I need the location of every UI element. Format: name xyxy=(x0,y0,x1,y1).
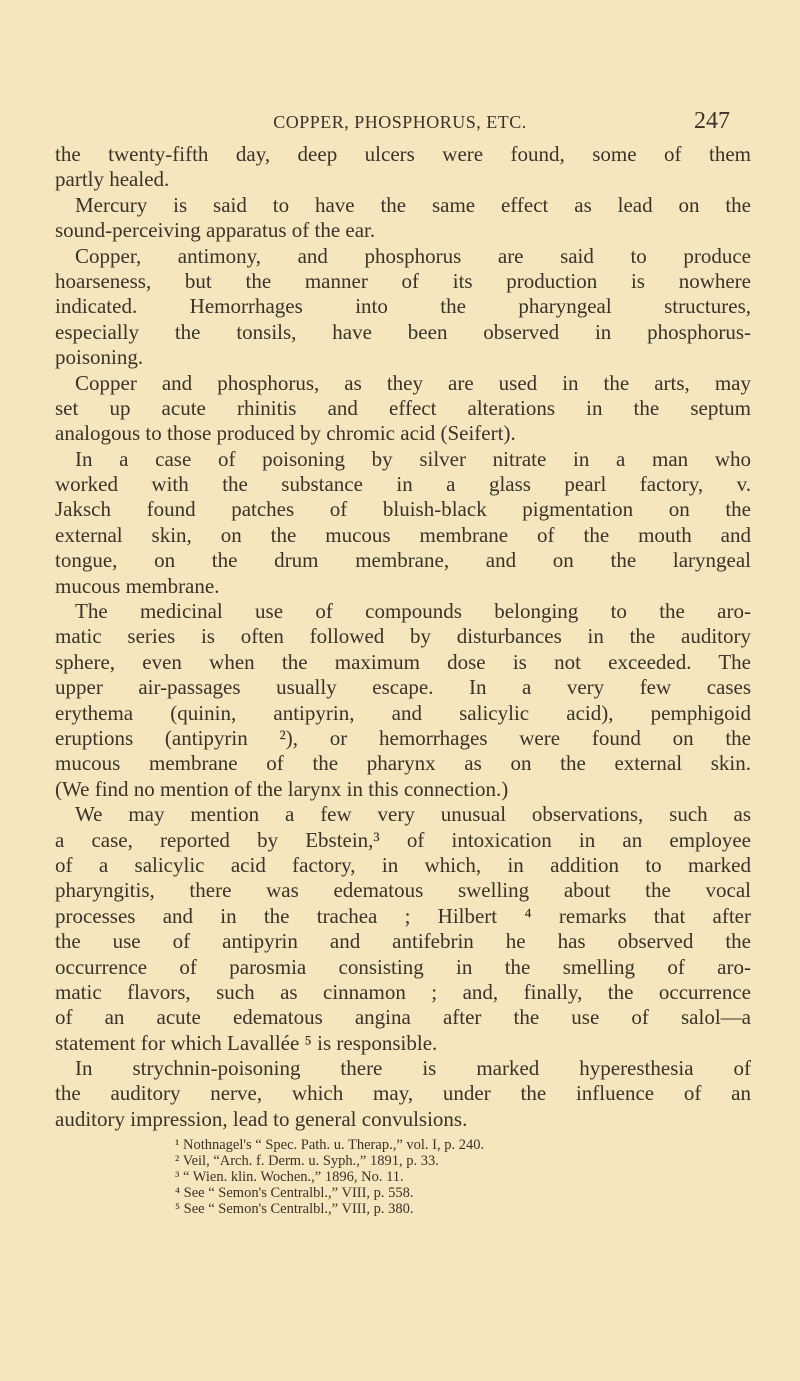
text-line: partly healed. xyxy=(55,167,170,192)
text-line: erythema (quinin, antipyrin, and salicylic acid), pemphigoid xyxy=(55,700,751,725)
text-line: worked with the substance in a glass pearl factory, v. xyxy=(55,472,751,497)
page-header xyxy=(0,106,800,136)
text-line: eruptions (antipyrin ²), or hemorrhages were found on the xyxy=(55,725,751,750)
text-line: Jaksch found patches of bluish-black pigmentation on the xyxy=(55,497,751,522)
text-line: analogous to those produced by chromic acid (Seifert). xyxy=(55,421,516,446)
footnotes xyxy=(175,1137,675,1217)
text-line: Copper and phosphorus, as they are used in the arts, may xyxy=(75,370,751,395)
text-line: (We find no mention of the larynx in this connection.) xyxy=(55,776,509,801)
text-line: processes and in the trachea ; Hilbert ⁴ remarks that after xyxy=(55,903,751,928)
footnote: ⁴ See “ Semon's Centralbl.,” VIII, p. 558. xyxy=(175,1185,414,1201)
text-line: hoarseness, but the manner of its production is nowhere xyxy=(55,268,751,293)
text-line: occurrence of parosmia consisting in the smelling of aro- xyxy=(55,954,751,979)
text-line: upper air-passages usually escape. In a very few cases xyxy=(55,675,751,700)
text-line: the twenty-fifth day, deep ulcers were found, some of them xyxy=(55,142,751,166)
text-line: statement for which Lavallée ⁵ is responsible. xyxy=(55,1030,438,1055)
text-line: the use of antipyrin and antifebrin he has observed the xyxy=(55,929,751,954)
body-text xyxy=(55,142,751,1132)
page-number: 247 xyxy=(694,108,730,134)
footnote: ¹ Nothnagel's “ Spec. Path. u. Therap.,” vol. I, p. 240. xyxy=(175,1137,485,1153)
text-line: external skin, on the mucous membrane of the mouth and xyxy=(55,522,751,547)
text-line: matic series is often followed by disturbances in the auditory xyxy=(55,624,751,649)
text-line: the auditory nerve, which may, under the influence of an xyxy=(55,1081,751,1106)
text-line: of a salicylic acid factory, in which, in addition to marked xyxy=(55,852,751,877)
text-line: indicated. Hemorrhages into the pharyngeal structures, xyxy=(55,294,751,319)
text-line: matic flavors, such as cinnamon ; and, finally, the occurrence xyxy=(55,979,751,1004)
text-line: Mercury is said to have the same effect as lead on the xyxy=(75,192,751,217)
text-line: of an acute edematous angina after the use of salol—a xyxy=(55,1005,751,1030)
text-line: In strychnin-poisoning there is marked hyperesthesia of xyxy=(75,1056,751,1081)
text-line: mucous membrane. xyxy=(55,573,220,598)
text-line: We may mention a few very unusual observations, such as xyxy=(75,802,751,827)
footnote: ² Veil, “Arch. f. Derm. u. Syph.,” 1891, p. 33. xyxy=(175,1153,439,1169)
text-line: poisoning. xyxy=(55,345,144,370)
text-line: set up acute rhinitis and effect alterations in the septum xyxy=(55,395,751,420)
footnote: ⁵ See “ Semon's Centralbl.,” VIII, p. 380. xyxy=(175,1201,414,1217)
text-line: tongue, on the drum membrane, and on the laryngeal xyxy=(55,548,751,573)
text-line: pharyngitis, there was edematous swelling about the vocal xyxy=(55,878,751,903)
text-line: auditory impression, lead to general convulsions. xyxy=(55,1106,468,1131)
text-line: The medicinal use of compounds belonging to the aro- xyxy=(75,599,751,624)
text-line: In a case of poisoning by silver nitrate in a man who xyxy=(75,446,751,471)
text-line: sound-perceiving apparatus of the ear. xyxy=(55,218,376,243)
text-line: especially the tonsils, have been observed in phosphorus- xyxy=(55,319,751,344)
footnote: ³ “ Wien. klin. Wochen.,” 1896, No. 11. xyxy=(175,1169,404,1185)
text-line: Copper, antimony, and phosphorus are said to produce xyxy=(75,243,751,268)
text-line: mucous membrane of the pharynx as on the external skin. xyxy=(55,751,751,776)
running-title: COPPER, PHOSPHORUS, ETC. xyxy=(273,112,527,132)
text-line: a case, reported by Ebstein,³ of intoxication in an employee xyxy=(55,827,751,852)
text-line: sphere, even when the maximum dose is not exceeded. The xyxy=(55,649,751,674)
